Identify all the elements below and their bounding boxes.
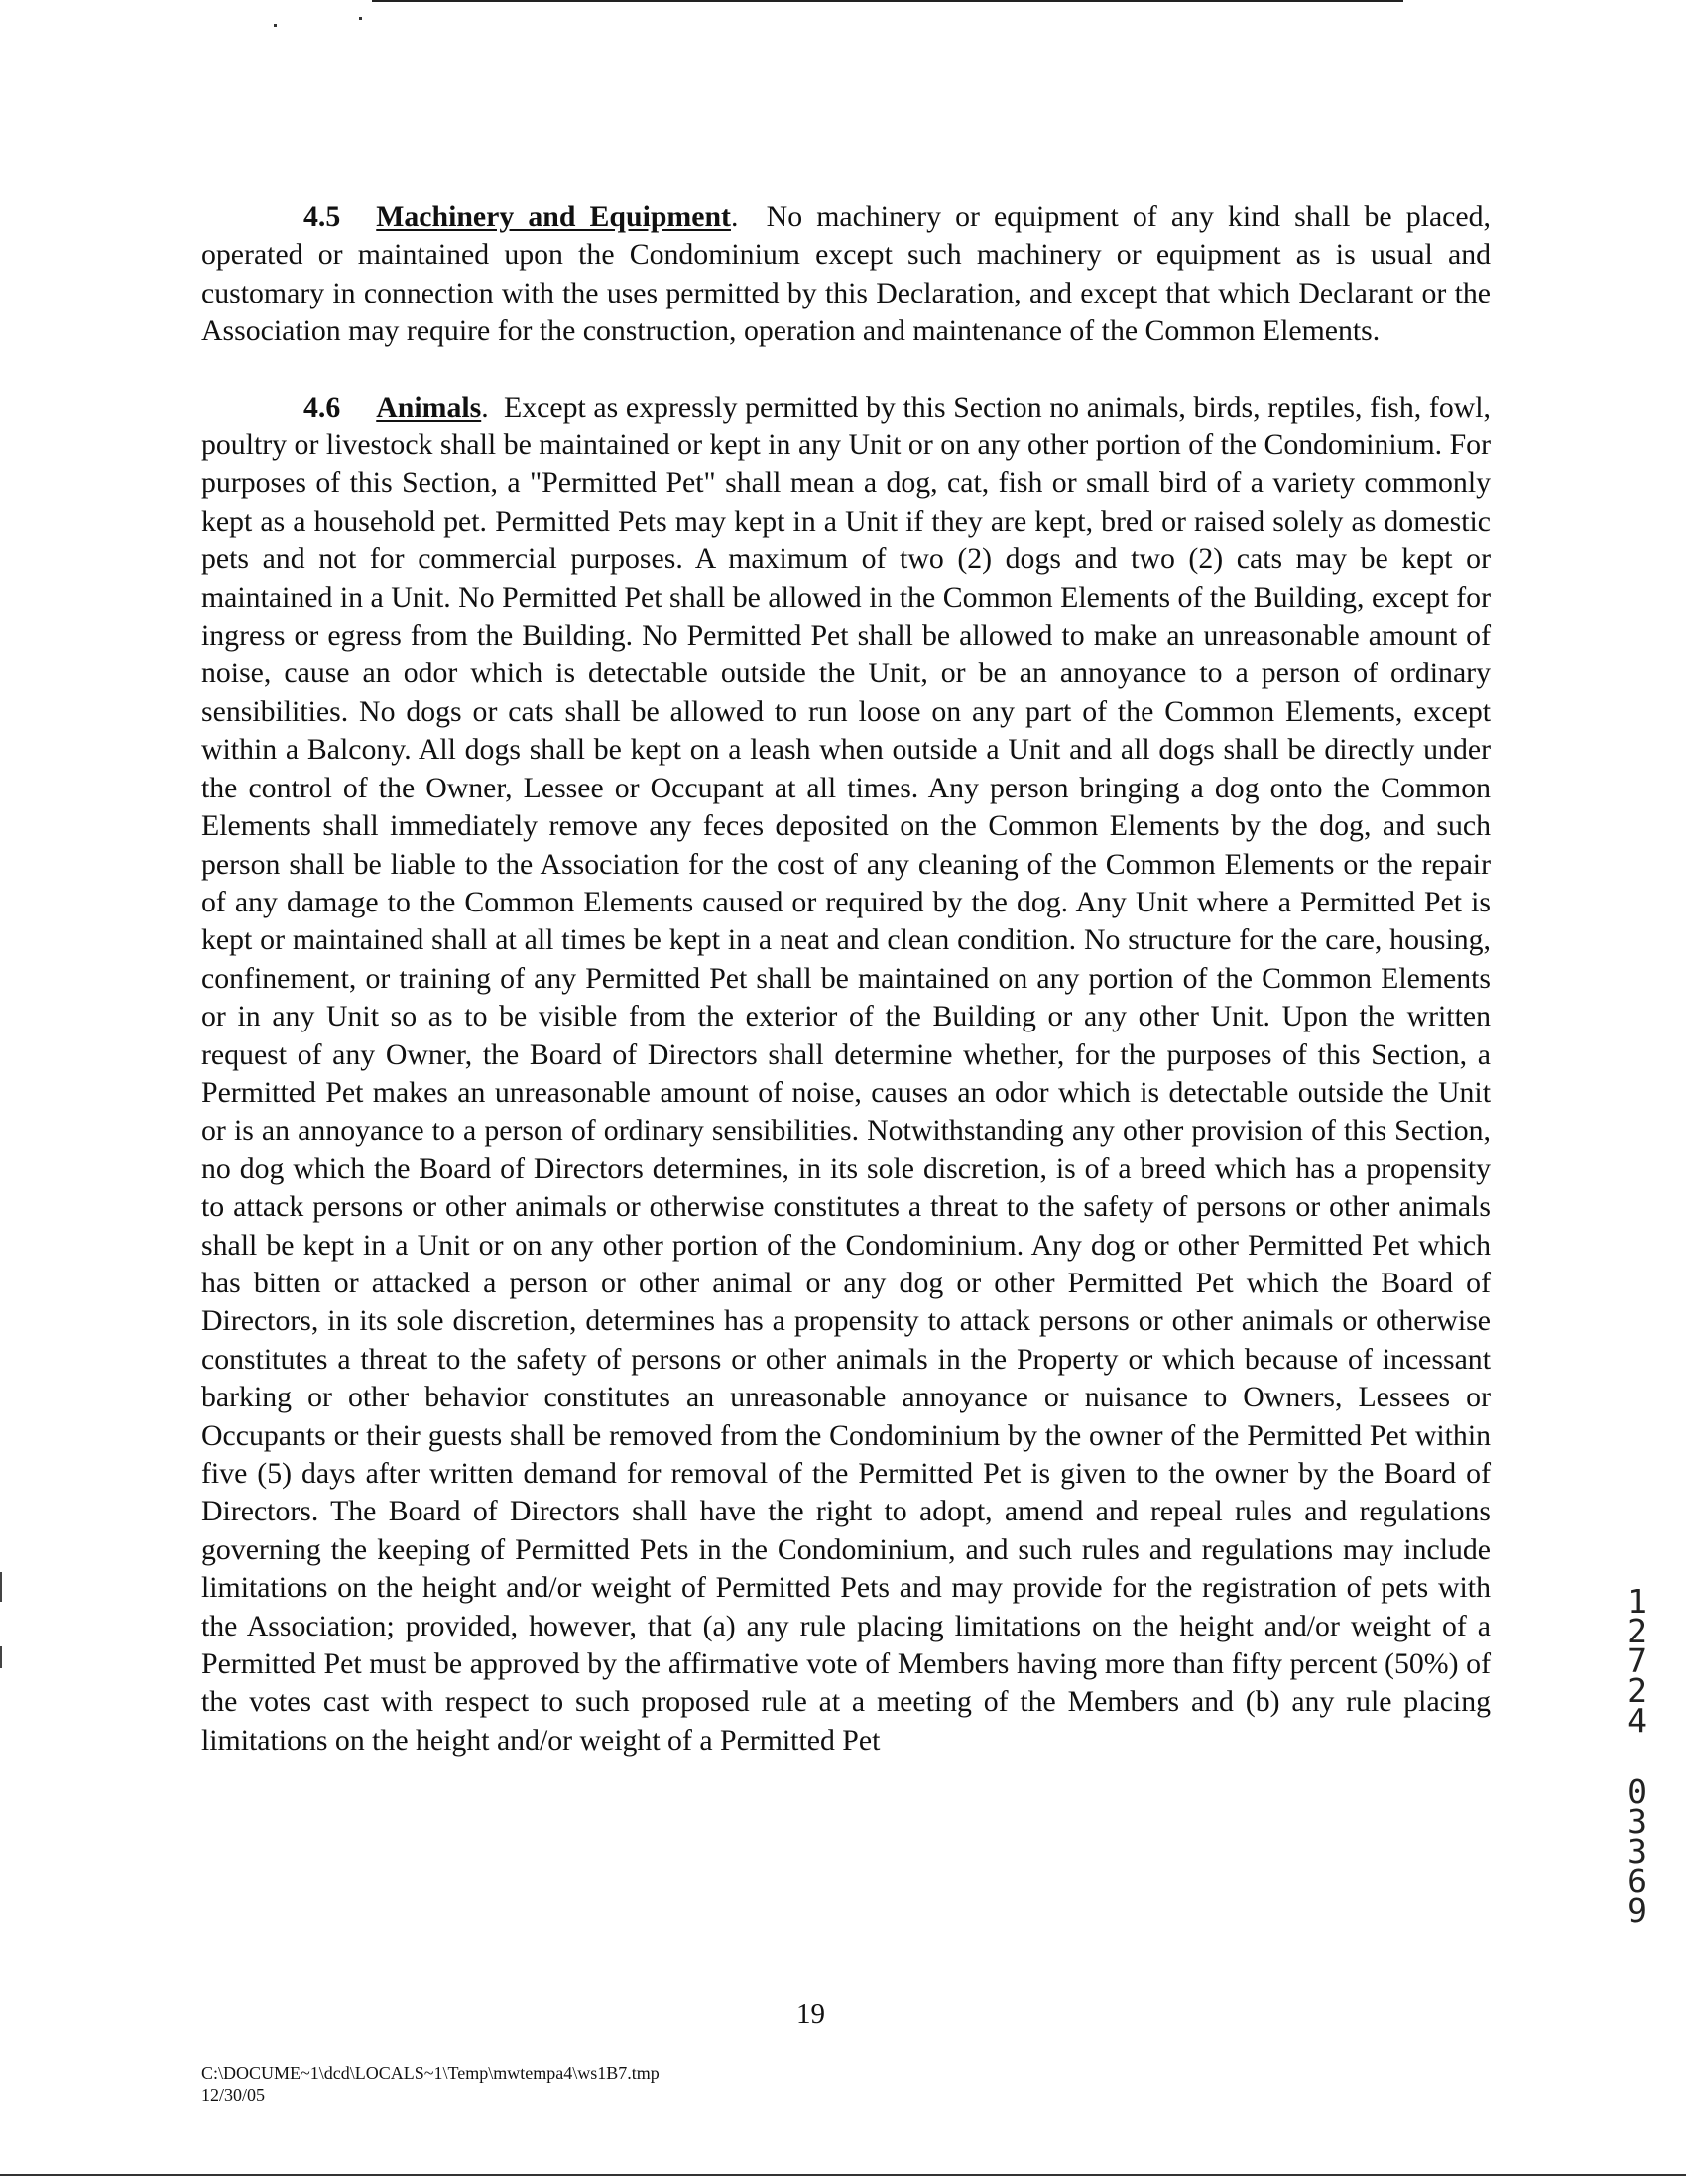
section-4-5 xyxy=(201,198,1491,351)
footer-date: 12/30/05 xyxy=(201,2085,266,2105)
section-title-punct: . xyxy=(730,200,739,233)
scan-speck xyxy=(359,17,362,20)
stamp-gap xyxy=(1623,1736,1652,1777)
section-text: No machinery or equipment of any kind shall be placed, operated or maintained upon the Condominium except such machinery or equipment as is usual and customary in connection with the uses permitted by this Declaration, and except that which Declarant or the Association may require for the construction, operation and maintenance of the Common Elements. xyxy=(201,200,1491,348)
scan-border-bottom xyxy=(0,2174,1686,2176)
section-title: Animals xyxy=(376,390,482,424)
page-number: 19 xyxy=(796,1999,825,2030)
stamp-digit: 6 xyxy=(1627,1862,1647,1900)
stamp-digit: 2 xyxy=(1627,1671,1647,1710)
stamp-digit: 9 xyxy=(1627,1891,1647,1930)
scan-edge-mark xyxy=(0,1572,2,1602)
stamp-digit: 3 xyxy=(1627,1832,1647,1871)
stamp-digit: 0 xyxy=(1627,1772,1647,1811)
scan-speck xyxy=(274,24,277,27)
scan-edge-mark xyxy=(0,1646,2,1668)
section-number: 4.6 xyxy=(303,390,341,424)
footer-file-path: C:\DOCUME~1\dcd\LOCALS~1\Temp\mwtempa4\ws1B7.tmp xyxy=(201,2063,660,2083)
stamp-digit: 2 xyxy=(1627,1612,1647,1650)
stamp-digit: 3 xyxy=(1627,1802,1647,1841)
scan-border-top xyxy=(372,0,1403,2)
section-text: Except as expressly permitted by this Section no animals, birds, reptiles, fish, fowl, poultry or livestock shall be maintained or kept in any Unit or on any other portion of the Condominium. For purposes of this Section, a "Permitted Pet" shall mean a dog, cat, fish or small bird of a variety commonly kept as a household pet. Permitted Pets may kept in a Unit if they are kept, bred or raised solely as domestic pets and not for commercial purposes. A maximum of two (2) dogs and two (2) cats may be kept or maintained in a Unit. No Permitted Pet shall be allowed in the Common Elements of the Building, except for ingress or egress from the Building. No Permitted Pet shall be allowed to make an unreasonable amount of noise, cause an odor which is detectable outside the Unit, or be an annoyance to a person of ordinary sensibilities. No dogs or cats shall be allowed to run loose on any part of the Common Elements, except within a Balcony. All dogs shall be kept on a leash when outside a Unit and all dogs shall be directly under the control of the Owner, Lessee or Occupant at all times. Any person bringing a dog onto the Common Elements shall immediately remove any feces deposited on the Common Elements by the dog, and such person shall be liable to the Association for the cost of any cleaning of the Common Elements or the repair of any damage to the Common Elements caused or required by the dog. Any Unit where a Permitted Pet is kept or maintained shall at all times be kept in a neat and clean condition. No structure for the care, housing, confinement, or training of any Permitted Pet shall be maintained on any portion of the Common Elements or in any Unit so as to be visible from the exterior of the Building or any other Unit. Upon the written request of any Owner, the Board of Directors shall determine whether, for the purposes of this Section, a Permitted Pet makes an unreasonable amount of noise, causes an odor which is detectable outside the Unit or is an annoyance to a person of ordinary sensibilities. Notwithstanding any other provision of this Section, no dog which the Board of Directors determines, in its sole discretion, is of a breed which has a propensity to attack persons or other animals or otherwise constitutes a threat to the safety of persons or other animals shall be kept in a Unit or on any other portion of the Condominium. Any dog or other Permitted Pet which has bitten or attacked a person or other animal or any dog or other Permitted Pet which the Board of Directors, in its sole discretion, determines has a propensity to attack persons or other animals or otherwise constitutes a threat to the safety of persons or other animals in the Property or which because of incessant barking or other behavior constitutes an unreasonable annoyance or nuisance to Owners, Lessees or Occupants or their guests shall be removed from the Condominium by the owner of the Permitted Pet within five (5) days after written demand for removal of the Permitted Pet is given to the owner by the Board of Directors. The Board of Directors shall have the right to adopt, amend and repeal rules and regulations governing the keeping of Permitted Pets in the Condominium, and such rules and regulations may include limitations on the height and/or weight of Permitted Pets and may provide for the registration of pets with the Association; provided, however, that (a) any rule placing limitations on the height and/or weight of a Permitted Pet must be approved by the affirmative vote of Members having more than fifty percent (50%) of the votes cast with respect to such proposed rule at a meeting of the Members and (b) any rule placing limitations on the height and/or weight of a Permitted Pet xyxy=(201,390,1491,1757)
section-number: 4.5 xyxy=(303,200,341,233)
stamp-digit: 7 xyxy=(1627,1641,1647,1680)
section-title: Machinery and Equipment xyxy=(376,200,731,233)
stamp-digit: 1 xyxy=(1627,1582,1647,1621)
document-number-stamp xyxy=(1623,1582,1652,1930)
section-4-6 xyxy=(201,389,1491,1760)
stamp-digit: 4 xyxy=(1627,1701,1647,1740)
document-body xyxy=(201,198,1491,1759)
section-title-punct: . xyxy=(481,390,489,424)
